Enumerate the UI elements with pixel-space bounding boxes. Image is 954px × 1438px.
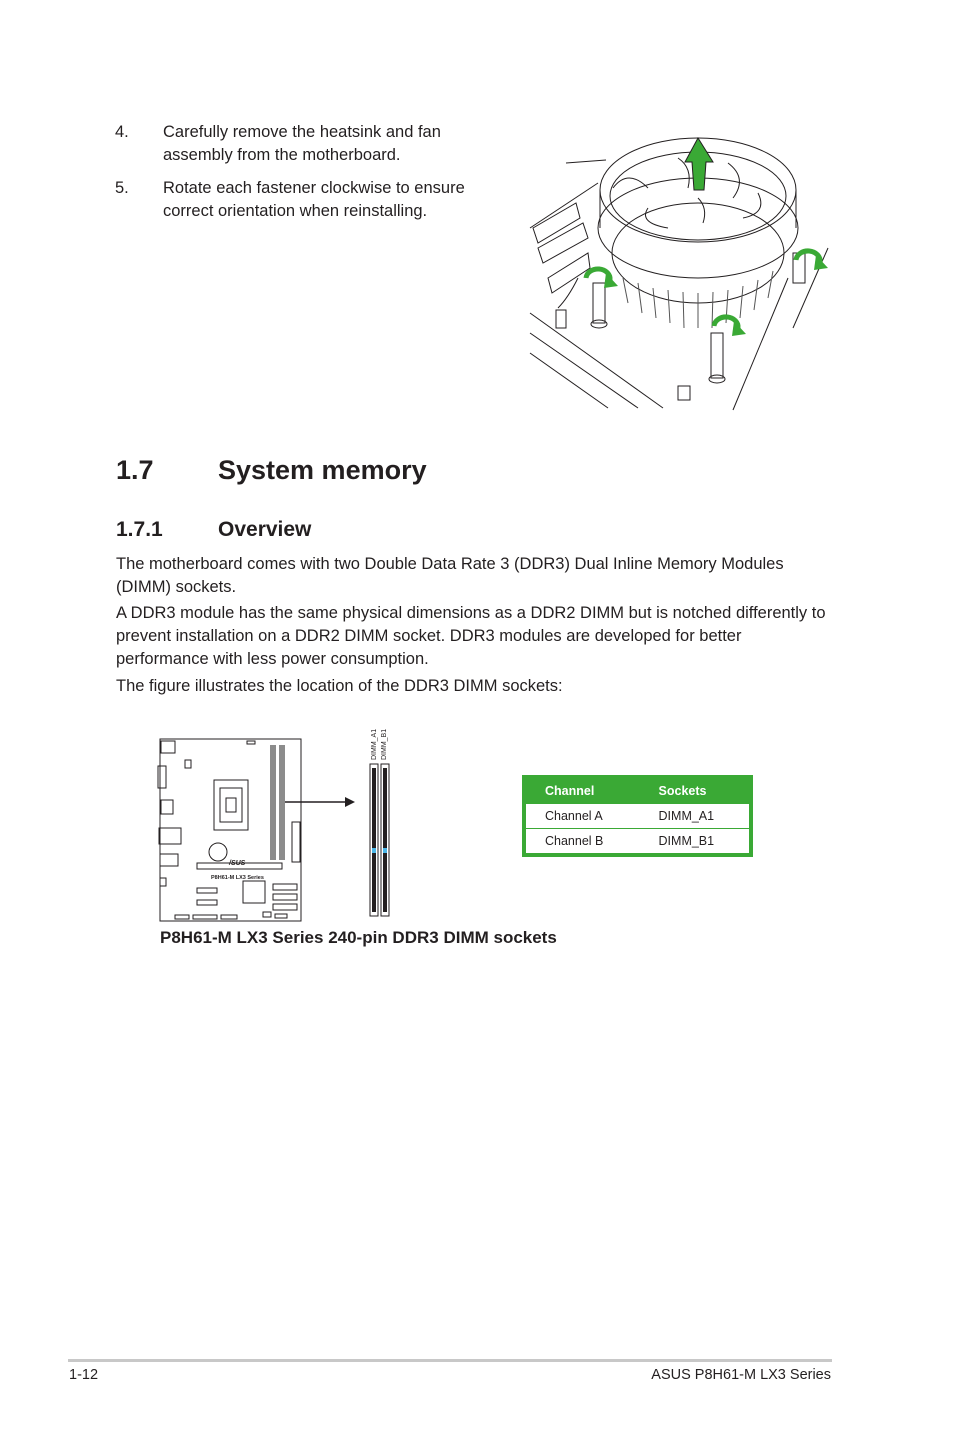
section-title: System memory (218, 455, 427, 485)
board-model-label: P8H61-M LX3 Series (211, 875, 264, 881)
table-cell: Channel A (524, 804, 640, 829)
dimm-slots-detail (362, 718, 402, 923)
table-cell: Channel B (524, 829, 640, 856)
page-number: 1-12 (69, 1367, 99, 1383)
step-text: Rotate each fastener clockwise to ensure correct orientation when reinstalling. (163, 179, 465, 220)
channel-socket-table (522, 775, 753, 857)
footer-product-name: ASUS P8H61-M LX3 Series (651, 1367, 831, 1383)
subsection-number: 1.7.1 (116, 518, 163, 541)
table-header-row (524, 777, 751, 804)
step-number: 4. (115, 123, 129, 141)
step-text: Carefully remove the heatsink and fan assembly from the motherboard. (163, 123, 441, 164)
step-number: 5. (115, 179, 129, 197)
column-header: Channel (524, 777, 640, 804)
paragraph: The figure illustrates the location of the DDR3 DIMM sockets: (116, 677, 563, 695)
column-header: Sockets (640, 777, 751, 804)
figure-caption: P8H61-M LX3 Series 240-pin DDR3 DIMM sockets (160, 928, 557, 947)
heatsink-removal-illustration (528, 128, 838, 413)
table-row (524, 829, 751, 856)
dimm-slot-b1 (381, 764, 389, 916)
paragraph: A DDR3 module has the same physical dimensions as a DDR2 DIMM but is notched differently to prevent installation on a DDR2 DIMM socket. DDR3 modules are developed for better performance with less power consumption. (116, 604, 826, 668)
dimm-b1-label: DIMM_B1 (381, 728, 388, 760)
board-brand-logo: /SUS (229, 860, 246, 867)
section-number: 1.7 (116, 455, 154, 485)
table-row (524, 804, 751, 829)
footer-divider (68, 1359, 832, 1362)
dimm-a1-label: DIMM_A1 (371, 728, 378, 760)
dimm-slot-a1 (370, 764, 378, 916)
subsection-title: Overview (218, 518, 312, 541)
table-cell: DIMM_A1 (640, 804, 751, 829)
table-cell: DIMM_B1 (640, 829, 751, 856)
paragraph: The motherboard comes with two Double Data Rate 3 (DDR3) Dual Inline Memory Modules (DIMM) sockets. (116, 555, 784, 596)
